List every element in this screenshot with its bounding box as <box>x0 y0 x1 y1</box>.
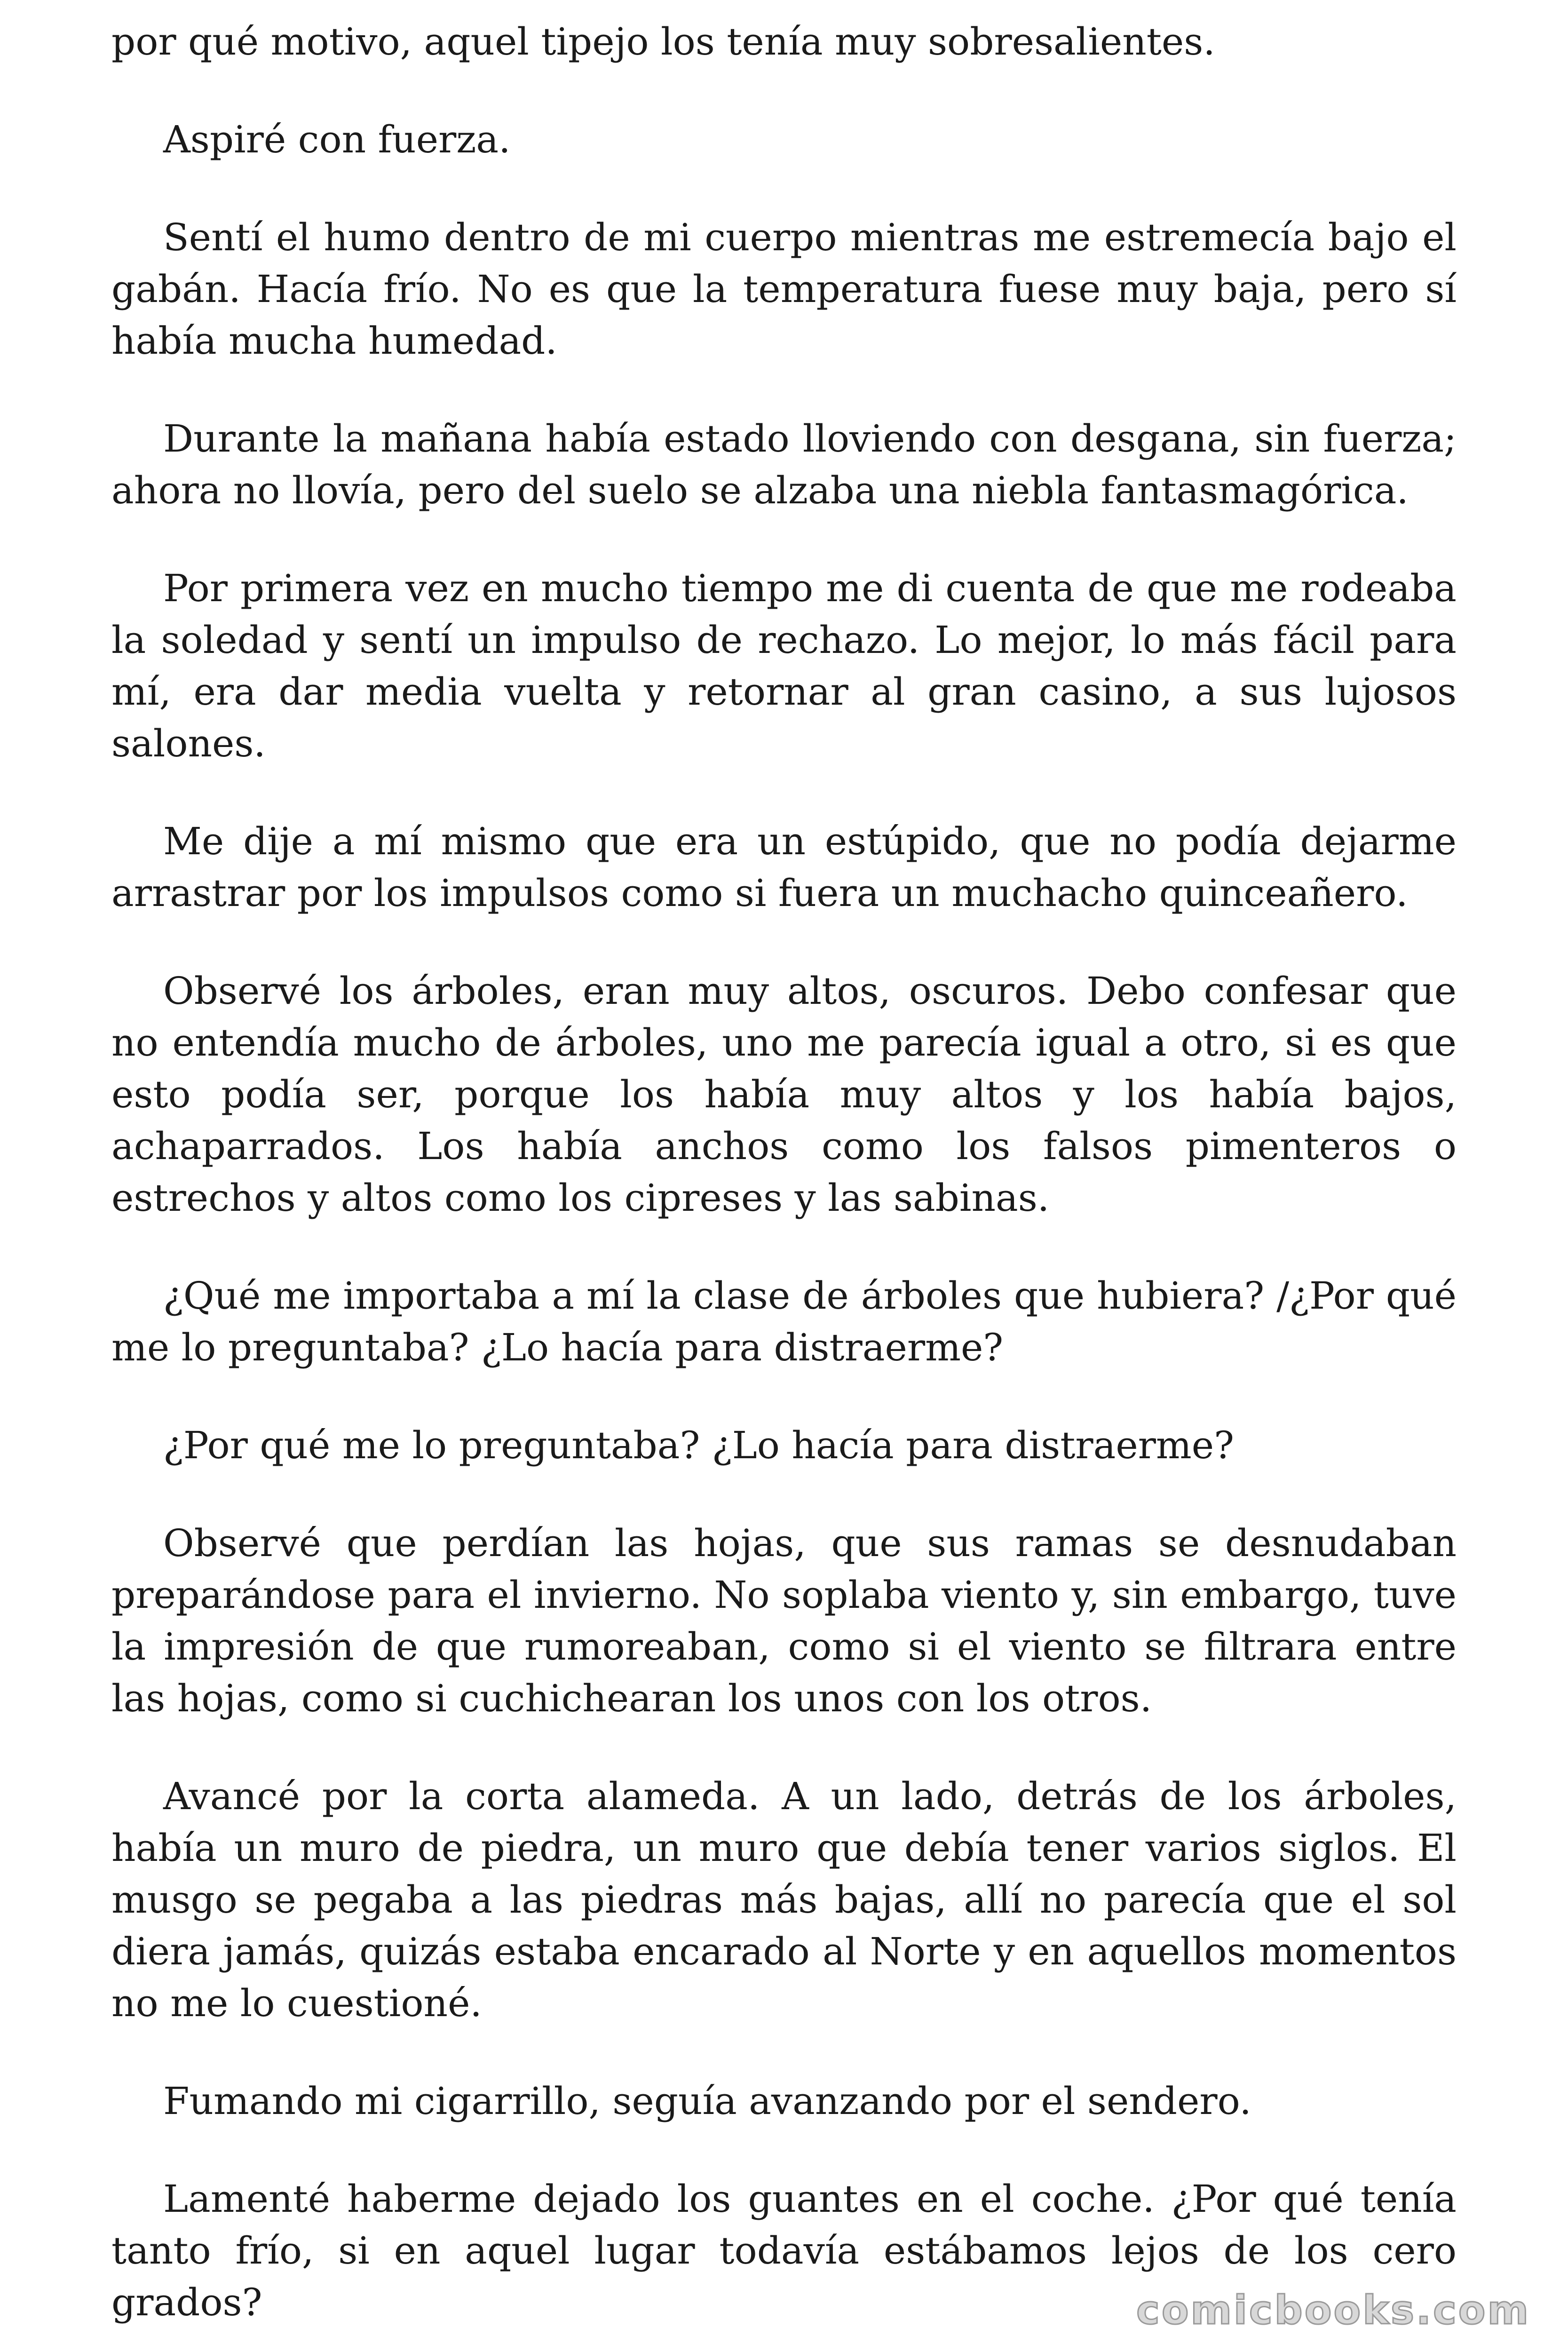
paragraph-10: Observé que perdían las hojas, que sus ramas se desnudaban preparándose para el invierno. No soplaba viento y, sin embargo, tuve la impresión de que rumoreaban, como si el viento se filtrara entre las hojas, como si cuchichearan los unos con los otros. <box>111 1521 1457 1720</box>
paragraph-8: ¿Qué me importaba a mí la clase de árboles que hubiera? /¿Por qué me lo preguntaba? ¿Lo hacía para distraerme? <box>111 1274 1457 1369</box>
paragraph-9: ¿Por qué me lo preguntaba? ¿Lo hacía para distraerme? <box>163 1423 1234 1467</box>
paragraph-11: Avancé por la corta alameda. A un lado, detrás de los árboles, había un muro de piedra, un muro que debía tener varios siglos. El musgo se pegaba a las piedras más bajas, allí no parecía que el sol diera jamás, quizás estaba encarado al Norte y en aquellos momentos no me lo cuestioné. <box>111 1774 1457 2025</box>
paragraph-4: Durante la mañana había estado lloviendo con desgana, sin fuerza; ahora no llovía, pero del suelo se alzaba una niebla fantasmagórica. <box>111 417 1457 512</box>
paragraph-3: Sentí el humo dentro de mi cuerpo mientras me estremecía bajo el gabán. Hacía frío. No es que la temperatura fuese muy baja, pero sí había mucha humedad. <box>111 215 1457 363</box>
watermark: comicbooks.com <box>1136 2287 1530 2333</box>
paragraph-6: Me dije a mí mismo que era un estúpido, que no podía dejarme arrastrar por los impulsos como si fuera un muchacho quinceañero. <box>111 819 1457 915</box>
paragraph-2: Aspiré con fuerza. <box>163 118 511 161</box>
paragraph-1: por qué motivo, aquel tipejo los tenía muy sobresalientes. <box>111 20 1215 64</box>
paragraph-7: Observé los árboles, eran muy altos, oscuros. Debo confesar que no entendía mucho de árboles, uno me parecía igual a otro, si es que esto podía ser, porque los había muy altos y los había bajos, achaparrados. Los había anchos como los falsos pimenteros o estrechos y altos como los cipreses y las sabinas. <box>111 969 1457 1220</box>
paragraph-12: Fumando mi cigarrillo, seguía avanzando por el sendero. <box>163 2079 1251 2123</box>
paragraph-5: Por primera vez en mucho tiempo me di cuenta de que me rodeaba la soledad y sentí un impulso de rechazo. Lo mejor, lo más fácil para mí, era dar media vuelta y retornar al gran casino, a sus lujosos salones. <box>111 566 1457 765</box>
paragraph-13: Lamenté haberme dejado los guantes en el coche. ¿Por qué tenía tanto frío, si en aquel lugar todavía estábamos lejos de los cero grados? <box>111 2177 1457 2324</box>
